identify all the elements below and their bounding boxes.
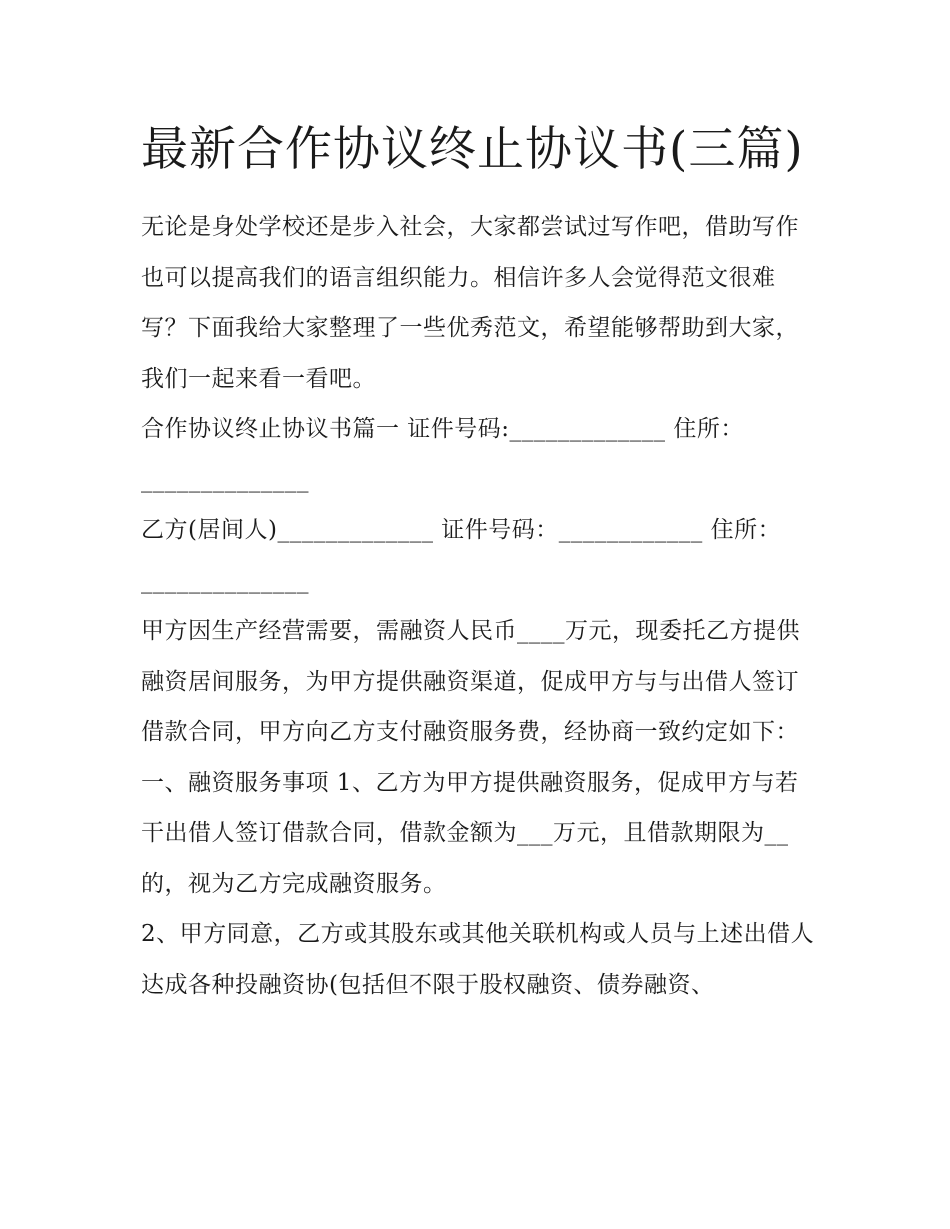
intro-paragraph: 无论是身处学校还是步入社会，大家都尝试过写作吧，借助写作也可以提高我们的语言组织能力。相信许多人会觉得范文很难写？下面我给大家整理了一些优秀范文，希望能够帮助到大家，我们一起来看一看吧。 [141, 214, 799, 392]
document-body [141, 112, 816, 1010]
purpose-paragraph: 甲方因生产经营需要，需融资人民币____万元，现委托乙方提供融资居间服务，为甲方提供融资渠道，促成甲方与与出借人签订借款合同，甲方向乙方支付融资服务费，经协商一致约定如下： [141, 618, 800, 745]
party-b-info-paragraph: 乙方(居间人)_____________ 证件号码：____________ 住所：______________ [141, 517, 782, 594]
party-a-info-paragraph: 合作协议终止协议书篇一 证件号码:_____________ 住所：______________ [141, 416, 744, 493]
clause-1-paragraph: 一、融资服务事项 1、乙方为甲方提供融资服务，促成甲方与若干出借人签订借款合同，借款金额为___万元，且借款期限为__的，视为乙方完成融资服务。 [141, 769, 799, 897]
clause-2-paragraph: 2、甲方同意，乙方或其股东或其他关联机构或人员与上述出借人达成各种投融资协(包括但不限于股权融资、债券融资、 [141, 921, 815, 998]
document-title: 最新合作协议终止协议书(三篇) [141, 122, 804, 177]
